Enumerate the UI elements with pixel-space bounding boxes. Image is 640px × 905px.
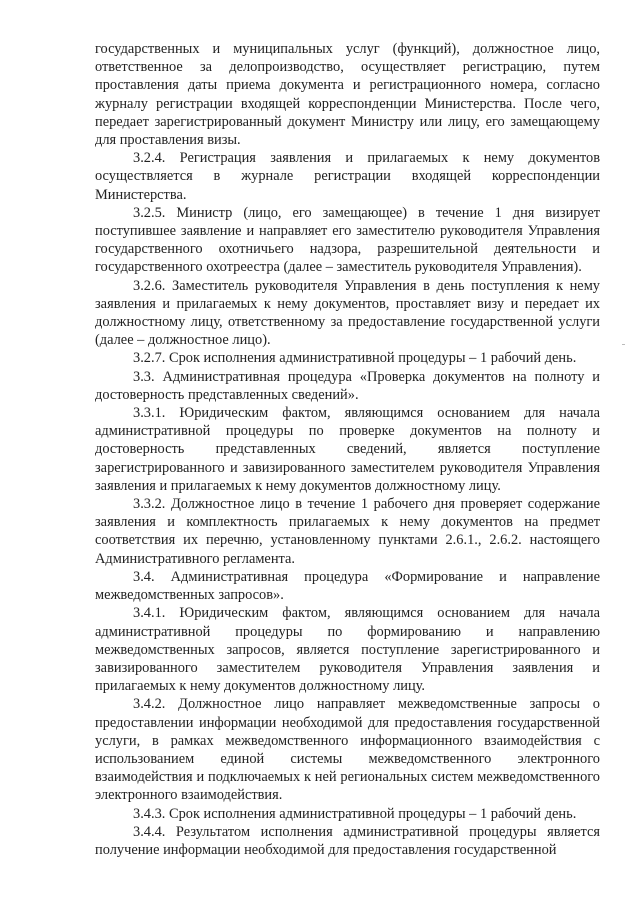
document-body xyxy=(95,40,600,859)
paragraph-3-4-2: 3.4.2. Должностное лицо направляет межведомственные запросы о предоставлении информации необходимой для предоставления государственной услуги, в рамках межведомственного информационного взаимодействия с использованием единой системы межведомственного электронного взаимодействия и подключаемых к ней региональных систем межведомственного электронного взаимодействия. xyxy=(95,696,600,804)
paragraph-3-2-5: 3.2.5. Министр (лицо, его замещающее) в течение 1 дня визирует поступившее заявление и направляет его заместителю руководителя Управления государственного охотничьего надзора, разрешительной деятельности и государственного охотреестра (далее – заместитель руководителя Управления). xyxy=(95,204,600,276)
paragraph-3-4-3: 3.4.3. Срок исполнения административной процедуры – 1 рабочий день. xyxy=(133,805,577,822)
paragraph-continuation: государственных и муниципальных услуг (функций), должностное лицо, ответственное за делопроизводство, осуществляет регистрацию, путем проставления даты приема документа и регистрационного номера, согласно журналу регистрации входящей корреспонденции Министерства. После чего, передает зарегистрированный документ Министру или лицу, его замещающему для проставления визы. xyxy=(95,41,600,149)
paragraph-3-3-2: 3.3.2. Должностное лицо в течение 1 рабочего дня проверяет содержание заявления и комплектность прилагаемых к нему документов на предмет соответствия их перечню, установленному пунктами 2.6.1., 2.6.2. настоящего Административного регламента. xyxy=(95,496,600,567)
paragraph-3-2-6: 3.2.6. Заместитель руководителя Управления в день поступления к нему заявления и прилагаемых к нему документов, проставляет визу и передает их должностному лицу, ответственному за предоставление государственной услуги (далее – должностное лицо). xyxy=(95,277,600,349)
paragraph-3-3-heading: 3.3. Административная процедура «Проверка документов на полноту и достоверность представленных сведений». xyxy=(95,368,600,403)
paragraph-3-3-1: 3.3.1. Юридическим фактом, являющимся основанием для начала административной процедуры по проверке документов на полноту и достоверность представленных сведений, является поступление зарегистрированного и завизированного заместителем руководителя Управления заявления и прилагаемых к нему документов должностному лицу. xyxy=(95,405,600,494)
paragraph-3-2-7: 3.2.7. Срок исполнения административной процедуры – 1 рабочий день. xyxy=(133,350,577,367)
paragraph-3-4-4: 3.4.4. Результатом исполнения административной процедуры является получение информации необходимой для предоставления государственной xyxy=(95,823,600,858)
paragraph-3-4-1: 3.4.1. Юридическим фактом, являющимся основанием для начала административной процедуры по формированию и направлению межведомственных запросов, является поступление зарегистрированного и завизированного заместителем руководителя Управления заявления и прилагаемых к нему документов должностному лицу. xyxy=(95,605,600,695)
paragraph-3-2-4: 3.2.4. Регистрация заявления и прилагаемых к нему документов осуществляется в журнале регистрации входящей корреспонденции Министерства. xyxy=(95,150,600,203)
scan-speck xyxy=(622,344,625,345)
paragraph-3-4-heading: 3.4. Административная процедура «Формирование и направление межведомственных запросов». xyxy=(95,568,600,604)
